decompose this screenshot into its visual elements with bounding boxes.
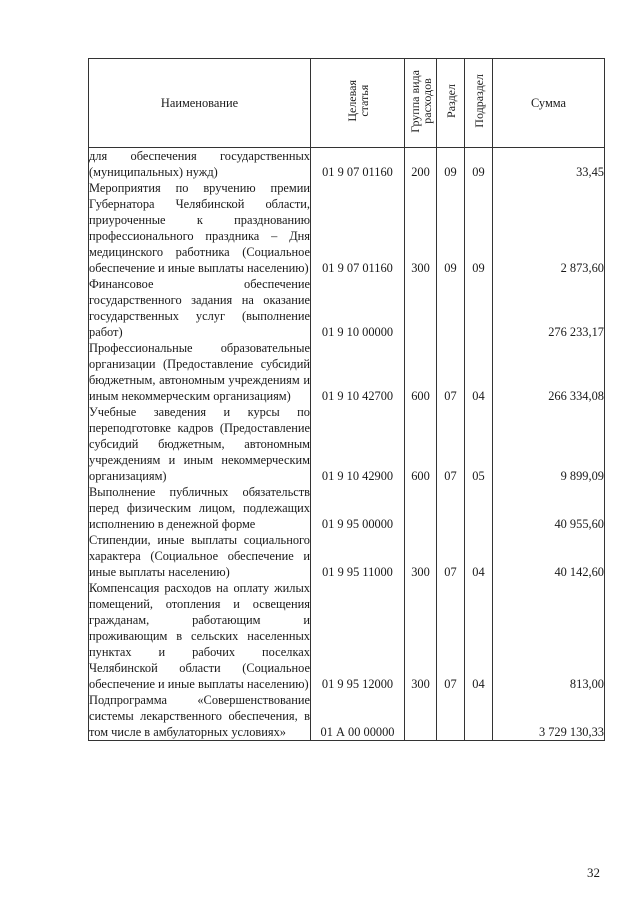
row-subsection: 04 xyxy=(465,580,493,692)
row-sum: 266 334,08 xyxy=(493,340,605,404)
row-group xyxy=(405,484,437,532)
row-code: 01 9 95 12000 xyxy=(311,580,405,692)
row-code: 01 9 10 00000 xyxy=(311,276,405,340)
header-name: Наименование xyxy=(89,59,311,148)
table-row xyxy=(89,148,605,181)
row-code: 01 А 00 00000 xyxy=(311,692,405,741)
row-sum: 40 955,60 xyxy=(493,484,605,532)
row-sum: 3 729 130,33 xyxy=(493,692,605,741)
table-row xyxy=(89,340,605,404)
row-section: 07 xyxy=(437,532,465,580)
row-group: 600 xyxy=(405,404,437,484)
row-name: Подпрограмма «Совершенствование системы лекарственного обеспечения, в том числе в амбулаторных условиях» xyxy=(89,693,310,739)
row-section: 09 xyxy=(437,148,465,181)
row-group: 300 xyxy=(405,180,437,276)
row-code: 01 9 10 42900 xyxy=(311,404,405,484)
row-section xyxy=(437,692,465,741)
row-sum: 9 899,09 xyxy=(493,404,605,484)
row-group: 600 xyxy=(405,340,437,404)
row-group: 200 xyxy=(405,148,437,181)
row-name: Финансовое обеспечение государственного задания на оказание государственных услуг (выполнение работ) xyxy=(89,277,310,339)
header-expense-group: Группа вида расходов xyxy=(405,59,437,148)
table-row xyxy=(89,532,605,580)
row-section xyxy=(437,276,465,340)
row-name: Профессиональные образовательные организации (Предоставление субсидий бюджетным, автономным учреждениям и иным некоммерческим организациям) xyxy=(89,341,310,403)
row-subsection xyxy=(465,276,493,340)
table-row xyxy=(89,692,605,741)
table-row xyxy=(89,404,605,484)
header-section: Раздел xyxy=(437,59,465,148)
row-subsection: 09 xyxy=(465,148,493,181)
row-subsection: 09 xyxy=(465,180,493,276)
row-section: 07 xyxy=(437,340,465,404)
row-group: 300 xyxy=(405,580,437,692)
row-name: Учебные заведения и курсы по переподготовке кадров (Предоставление субсидий бюджетным, автономным учреждениям и иным некоммерческим организациям) xyxy=(89,405,310,483)
row-name: Компенсация расходов на оплату жилых помещений, отопления и освещения гражданам, работающим и проживающим в сельских населенных пунктах и рабочих поселках Челябинской области (Социальное обеспечение и иные выплаты населению) xyxy=(89,581,310,691)
header-sum: Сумма xyxy=(493,59,605,148)
row-code: 01 9 07 01160 xyxy=(311,148,405,181)
row-code: 01 9 95 11000 xyxy=(311,532,405,580)
header-target-article: Целевая статья xyxy=(311,59,405,148)
row-section: 07 xyxy=(437,580,465,692)
row-subsection xyxy=(465,484,493,532)
row-section: 09 xyxy=(437,180,465,276)
row-subsection: 04 xyxy=(465,340,493,404)
row-code: 01 9 07 01160 xyxy=(311,180,405,276)
row-subsection: 05 xyxy=(465,404,493,484)
row-sum: 276 233,17 xyxy=(493,276,605,340)
row-sum: 813,00 xyxy=(493,580,605,692)
row-sum: 2 873,60 xyxy=(493,180,605,276)
row-subsection xyxy=(465,692,493,741)
row-section xyxy=(437,484,465,532)
table-row xyxy=(89,580,605,692)
row-group: 300 xyxy=(405,532,437,580)
table-header-row xyxy=(89,59,605,148)
table-row xyxy=(89,484,605,532)
row-code: 01 9 95 00000 xyxy=(311,484,405,532)
row-sum: 40 142,60 xyxy=(493,532,605,580)
row-group xyxy=(405,692,437,741)
budget-table xyxy=(88,58,605,741)
row-name: для обеспечения государственных (муниципальных) нужд) xyxy=(89,149,310,179)
header-subsection: Подраздел xyxy=(465,59,493,148)
row-name: Стипендии, иные выплаты социального характера (Социальное обеспечение и иные выплаты населению) xyxy=(89,533,310,579)
row-name: Мероприятия по вручению премии Губернатора Челябинской области, приуроченные к празднованию профессионального праздника – Дня медицинского работника (Социальное обеспечение и иные выплаты населению) xyxy=(89,181,310,275)
row-section: 07 xyxy=(437,404,465,484)
row-name: Выполнение публичных обязательств перед физическим лицом, подлежащих исполнению в денежной форме xyxy=(89,485,310,531)
row-sum: 33,45 xyxy=(493,148,605,181)
row-group xyxy=(405,276,437,340)
table-row xyxy=(89,180,605,276)
row-subsection: 04 xyxy=(465,532,493,580)
page-number: 32 xyxy=(587,865,600,880)
table-row xyxy=(89,276,605,340)
row-code: 01 9 10 42700 xyxy=(311,340,405,404)
